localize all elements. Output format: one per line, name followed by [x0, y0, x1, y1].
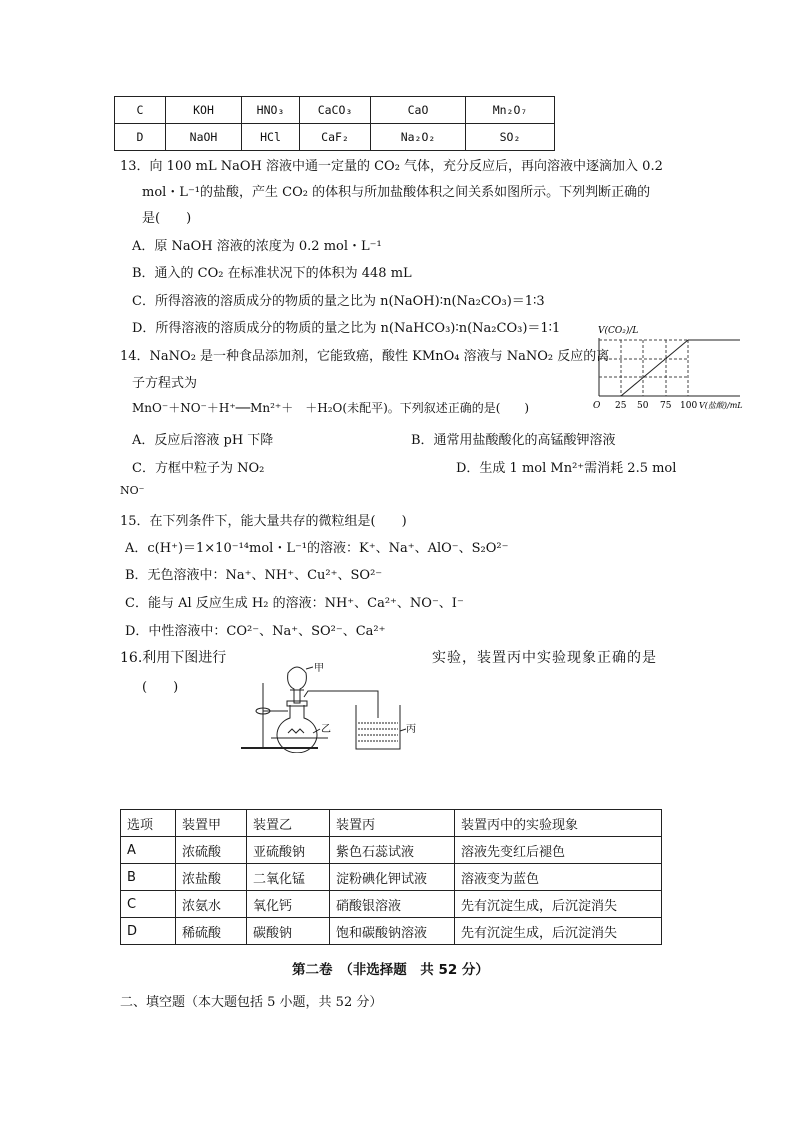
- table-cell: HNO₃: [242, 97, 300, 124]
- funnel: [288, 667, 307, 703]
- q13-option-d: D．所得溶液的溶质成分的物质的量之比为 n(NaHCO₃)∶n(Na₂CO₃)＝1∶1: [132, 321, 561, 336]
- table-cell: CaF₂: [300, 124, 371, 151]
- table-cell: 氧化钙: [247, 891, 330, 918]
- q15-option-a: A．c(H⁺)＝1×10⁻¹⁴mol・L⁻¹的溶液：K⁺、Na⁺、AlO⁻、S₂O²⁻: [125, 541, 509, 556]
- table-header-cell: 装置甲: [176, 810, 247, 837]
- table-cell: 先有沉淀生成，后沉淀消失: [455, 918, 662, 945]
- q13-option-a: A．原 NaOH 溶液的浓度为 0.2 mol・L⁻¹: [132, 239, 382, 254]
- q14-stem-line1: 14．NaNO₂ 是一种食品添加剂，它能致癌，酸性 KMnO₄ 溶液与 NaNO₂ 反应的离: [120, 349, 610, 364]
- table-cell: SO₂: [466, 124, 555, 151]
- table-cell: CaO: [371, 97, 466, 124]
- q13-option-c: C．所得溶液的溶质成分的物质的量之比为 n(NaOH)∶n(Na₂CO₃)＝1∶3: [132, 294, 545, 309]
- table-cell: B: [121, 864, 176, 891]
- section-title: 第二卷 （非选择题 共 52 分）: [292, 962, 489, 978]
- q16-stem-right: 实验，装置丙中实验现象正确的是: [432, 650, 657, 666]
- q15-option-d: D．中性溶液中：CO²⁻、Na⁺、SO²⁻、Ca²⁺: [125, 624, 386, 639]
- q14-equation: MnO⁻＋NO⁻＋H⁺──Mn²⁺＋ ＋H₂O(未配平)。下列叙述正确的是( ): [132, 401, 530, 415]
- graph-tick: 75: [660, 401, 672, 411]
- table-cell: D: [121, 918, 176, 945]
- apparatus-diagram: [238, 663, 428, 753]
- table-cell: D: [115, 124, 166, 151]
- q15-stem: 15．在下列条件下，能大量共存的微粒组是( ): [120, 514, 407, 529]
- table-row: [115, 124, 555, 151]
- table-cell: 二氧化锰: [247, 864, 330, 891]
- table-cell: 淀粉碘化钾试液: [330, 864, 455, 891]
- table-row: [121, 864, 662, 891]
- graph-tick: 50: [637, 401, 649, 411]
- q13-stem-line2: mol・L⁻¹的盐酸，产生 CO₂ 的体积与所加盐酸体积之间关系如图所示。下列判断正确的: [142, 185, 651, 200]
- table-cell: 稀硫酸: [176, 918, 247, 945]
- table-cell: 溶液变为蓝色: [455, 864, 662, 891]
- table-cell: 浓氨水: [176, 891, 247, 918]
- label-yi: 乙: [321, 724, 331, 735]
- table-cell: KOH: [166, 97, 242, 124]
- table-cell: 浓盐酸: [176, 864, 247, 891]
- table-header-row: [121, 810, 662, 837]
- table-row: [121, 891, 662, 918]
- table-cell: NaOH: [166, 124, 242, 151]
- table-cell: 硝酸银溶液: [330, 891, 455, 918]
- table-cell: HCl: [242, 124, 300, 151]
- q15-option-c: C．能与 Al 反应生成 H₂ 的溶液：NH⁺、Ca²⁺、NO⁻、I⁻: [125, 596, 464, 611]
- q14-option-d: D．生成 1 mol Mn²⁺需消耗 2.5 mol: [456, 461, 677, 476]
- table-cell: 紫色石蕊试液: [330, 837, 455, 864]
- delivery-tube: [304, 691, 333, 697]
- table-cell: 碳酸钠: [247, 918, 330, 945]
- q14-option-d-cont: NO⁻: [120, 484, 145, 497]
- q16-stem-left: 16.利用下图进行: [120, 650, 227, 666]
- label-jia: 甲: [314, 663, 324, 674]
- graph-tick: 100: [680, 401, 698, 411]
- table-cell: 先有沉淀生成，后沉淀消失: [455, 891, 662, 918]
- table-header-cell: 装置丙中的实验现象: [455, 810, 662, 837]
- graph-tick: 25: [615, 401, 627, 411]
- table-cell: CaCO₃: [300, 97, 371, 124]
- table-cell: Mn₂O₇: [466, 97, 555, 124]
- graph-y-label: V(CO₂)/L: [598, 326, 639, 336]
- top-table: [114, 96, 555, 151]
- table-row: [121, 837, 662, 864]
- q14-option-c: C．方框中粒子为 NO₂: [132, 461, 265, 476]
- delivery-tube-down: [348, 691, 378, 718]
- table-row: [115, 97, 555, 124]
- q14-option-a: A．反应后溶液 pH 下降: [132, 433, 274, 448]
- table-cell: 溶液先变红后褪色: [455, 837, 662, 864]
- label-pointer: [306, 667, 313, 669]
- section-subtitle: 二、填空题（本大题包括 5 小题，共 52 分）: [120, 995, 383, 1010]
- table-cell: 饱和碳酸钠溶液: [330, 918, 455, 945]
- table-cell: 浓硫酸: [176, 837, 247, 864]
- q13-stem-line3: 是( ): [142, 211, 192, 226]
- table-cell: A: [121, 837, 176, 864]
- table-cell: C: [115, 97, 166, 124]
- q14-stem-line2: 子方程式为: [132, 376, 198, 391]
- q14-option-b: B．通常用盐酸酸化的高锰酸钾溶液: [411, 433, 616, 448]
- solid-reagent: [288, 729, 304, 733]
- reagent-table: [120, 809, 662, 945]
- flask-body: [277, 705, 317, 753]
- co2-volume-graph: [590, 320, 760, 415]
- q13-option-b: B．通入的 CO₂ 在标准状况下的体积为 448 mL: [132, 266, 412, 281]
- graph-x-label: V(盐酸)/mL: [699, 401, 743, 410]
- table-row: [121, 918, 662, 945]
- table-header-cell: 装置丙: [330, 810, 455, 837]
- table-cell: Na₂O₂: [371, 124, 466, 151]
- table-header-cell: 装置乙: [247, 810, 330, 837]
- table-cell: C: [121, 891, 176, 918]
- q13-stem-line1: 13．向 100 mL NaOH 溶液中通一定量的 CO₂ 气体，充分反应后，再向溶液中逐滴加入 0.2: [120, 159, 663, 174]
- table-header-cell: 选项: [121, 810, 176, 837]
- graph-tick-origin: O: [593, 401, 601, 411]
- label-bing: 丙: [406, 724, 416, 735]
- graph-data-line: [621, 340, 688, 396]
- table-cell: 亚硫酸钠: [247, 837, 330, 864]
- q15-option-b: B．无色溶液中：Na⁺、NH⁺、Cu²⁺、SO²⁻: [125, 568, 383, 583]
- q16-answer-paren: ( ): [142, 680, 179, 695]
